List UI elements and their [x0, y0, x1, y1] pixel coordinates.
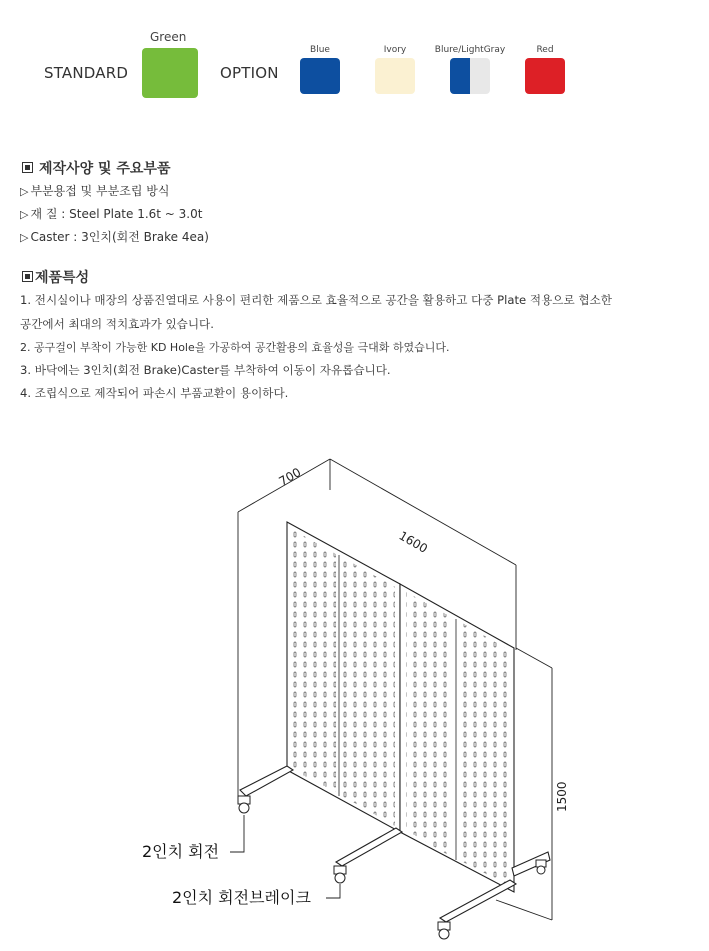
spec-title-text: 제작사양 및 주요부품 [39, 161, 171, 177]
features-title-text: 제품특성 [35, 270, 90, 286]
option-color-name-blue-lightgray: Blure/LightGray [434, 45, 506, 55]
standard-swatch-green[interactable] [142, 48, 198, 98]
standard-label: STANDARD [44, 64, 129, 82]
option-label: OPTION [220, 64, 279, 82]
spec-item-2 [20, 205, 202, 222]
option-swatch-blue[interactable] [300, 58, 340, 94]
feature-line-1: 1. 전시실이나 매장의 상품진열대로 사용이 편리한 제품으로 효율적으로 공간을 활용하고 다중 Plate 적용으로 협소한 [20, 293, 612, 307]
option-color-name-blue: Blue [310, 45, 330, 55]
caster-brake-label: 2인치 회전브레이크 [172, 888, 311, 907]
dim-height-label: 1500 [555, 781, 569, 812]
feature-line-3: 2. 공구걸이 부착이 가능한 KD Hole을 가공하여 공간활용의 효율성을 극대화 하였습니다. [20, 341, 450, 354]
option-color-name-ivory: Ivory [383, 45, 407, 55]
triangle-bullet-icon: ▷ [20, 185, 29, 198]
option-swatch-red[interactable] [525, 58, 565, 94]
spec-item-1 [20, 182, 169, 199]
product-diagram [0, 440, 709, 951]
standard-color-name: Green [150, 30, 187, 44]
spec-item-text: 부분용접 및 부분조립 방식 [30, 184, 170, 198]
spec-item-text: Caster : 3인치(회전 Brake 4ea) [30, 230, 209, 244]
feature-line-2: 공간에서 최대의 적치효과가 있습니다. [20, 317, 214, 331]
spec-item-text: 재 질 : Steel Plate 1.6t ~ 3.0t [30, 207, 203, 221]
triangle-bullet-icon: ▷ [20, 231, 29, 244]
dim-depth-label: 700 [276, 465, 304, 489]
square-bullet-icon [22, 162, 33, 173]
feature-line-5: 4. 조립식으로 제작되어 파손시 부품교환이 용이하다. [20, 386, 289, 400]
features-title [22, 267, 89, 287]
triangle-bullet-icon: ▷ [20, 208, 29, 221]
right-pegboard-panel [400, 584, 514, 892]
option-swatch-ivory[interactable] [375, 58, 415, 94]
caster-label: 2인치 회전 [142, 842, 220, 861]
square-bullet-icon [22, 271, 33, 282]
option-color-name-red: Red [536, 45, 554, 55]
dim-width-label: 1600 [396, 528, 430, 556]
left-pegboard-panel [287, 522, 400, 832]
spec-item-3 [20, 228, 209, 245]
feature-line-4: 3. 바닥에는 3인치(회전 Brake)Caster를 부착하여 이동이 자유롭습니다. [20, 363, 391, 377]
spec-title [22, 158, 170, 178]
option-swatch-blue-lightgray[interactable] [450, 58, 490, 94]
